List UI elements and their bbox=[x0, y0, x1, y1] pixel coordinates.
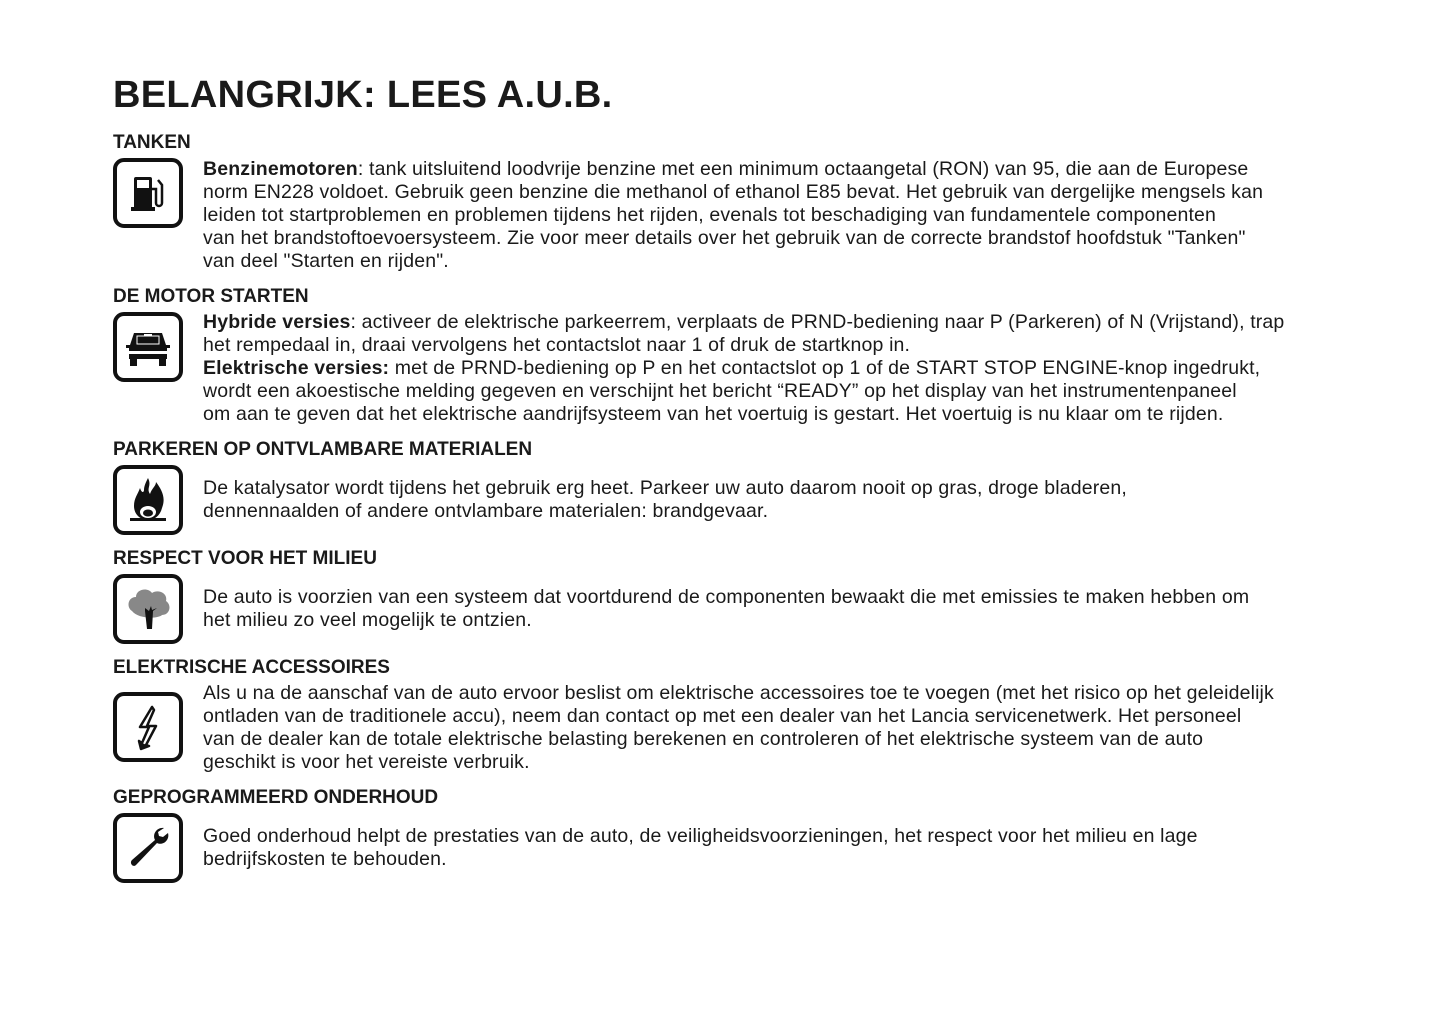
line-text: De katalysator wordt tijdens het gebruik erg heet. Parkeer uw auto daarom nooit op gras, droge bladeren, bbox=[203, 477, 1127, 499]
text-line bbox=[203, 477, 1127, 500]
text-line bbox=[203, 403, 1284, 426]
line-text: het milieu zo veel mogelijk te ontzien. bbox=[203, 609, 532, 631]
text-line bbox=[203, 609, 1249, 632]
text-line bbox=[203, 227, 1263, 250]
bold-lead: Hybride versies bbox=[203, 311, 351, 333]
line-text: Als u na de aanschaf van de auto ervoor beslist om elektrische accessoires toe te voegen (met het risico op het geleidelijk bbox=[203, 682, 1274, 704]
text-line bbox=[203, 334, 1284, 357]
flame-icon bbox=[113, 465, 183, 535]
line-text: Goed onderhoud helpt de prestaties van de auto, de veiligheidsvoorzieningen, het respect voor het milieu en lage bbox=[203, 825, 1198, 847]
bold-lead: Benzinemotoren bbox=[203, 158, 358, 180]
section-body bbox=[203, 586, 1249, 632]
text-line bbox=[203, 751, 1274, 774]
text-line bbox=[203, 728, 1274, 751]
section-heading: PARKEREN OP ONTVLAMBARE MATERIALEN bbox=[113, 439, 533, 460]
section-heading: ELEKTRISCHE ACCESSOIRES bbox=[113, 657, 390, 678]
fuel-pump-icon bbox=[113, 158, 183, 228]
line-text: om aan te geven dat het elektrische aandrijfsysteem van het voertuig is gestart. Het voertuig is nu klaar om te rijden. bbox=[203, 403, 1224, 425]
lightning-icon bbox=[113, 692, 183, 762]
line-text: van de dealer kan de totale elektrische belasting berekenen en controleren of het elektrische systeem van de auto bbox=[203, 728, 1204, 750]
section-body bbox=[203, 682, 1274, 774]
page-title: BELANGRIJK: LEES A.U.B. bbox=[113, 74, 613, 116]
section-heading: GEPROGRAMMEERD ONDERHOUD bbox=[113, 787, 439, 808]
text-line bbox=[203, 380, 1284, 403]
line-text: : tank uitsluitend loodvrije benzine met een minimum octaangetal (RON) van 95, die aan de Europese bbox=[357, 158, 1249, 180]
text-line bbox=[203, 705, 1274, 728]
bold-lead: Elektrische versies: bbox=[203, 357, 390, 379]
section-body bbox=[203, 825, 1198, 871]
text-line bbox=[203, 158, 1263, 181]
wrench-icon bbox=[113, 813, 183, 883]
line-text: van deel "Starten en rijden". bbox=[203, 250, 449, 272]
car-front-icon bbox=[113, 312, 183, 382]
line-text: geschikt is voor het vereiste verbruik. bbox=[203, 751, 530, 773]
line-text: met de PRND-bediening op P en het contactslot op 1 of de START STOP ENGINE-knop ingedrukt, bbox=[389, 357, 1261, 379]
text-line bbox=[203, 682, 1274, 705]
text-line bbox=[203, 181, 1263, 204]
section-heading: TANKEN bbox=[113, 132, 191, 153]
line-text: : activeer de elektrische parkeerrem, verplaats de PRND-bediening naar P (Parkeren) of N (Vrijstand), trap bbox=[350, 311, 1285, 333]
text-line bbox=[203, 825, 1198, 848]
section-body bbox=[203, 158, 1263, 273]
section-body bbox=[203, 311, 1284, 426]
line-text: dennennaalden of andere ontvlambare materialen: brandgevaar. bbox=[203, 500, 769, 522]
line-text: wordt een akoestische melding gegeven en verschijnt het bericht “READY” op het display van het instrumentenpaneel bbox=[203, 380, 1237, 402]
section-heading: RESPECT VOOR HET MILIEU bbox=[113, 548, 377, 569]
line-text: leiden tot startproblemen en problemen tijdens het rijden, evenals tot beschadiging van fundamentele componenten bbox=[203, 204, 1217, 226]
line-text: van het brandstoftoevoersysteem. Zie voor meer details over het gebruik van de correcte brandstof hoofdstuk "Tanken" bbox=[203, 227, 1246, 249]
line-text: ontladen van de traditionele accu), neem dan contact op met een dealer van het Lancia servicenetwerk. Het personeel bbox=[203, 705, 1242, 727]
section-body bbox=[203, 477, 1127, 523]
text-line bbox=[203, 586, 1249, 609]
text-line bbox=[203, 311, 1284, 334]
line-text: De auto is voorzien van een systeem dat voortdurend de componenten bewaakt die met emissies te maken hebben om bbox=[203, 586, 1250, 608]
section-heading: DE MOTOR STARTEN bbox=[113, 286, 309, 307]
line-text: norm EN228 voldoet. Gebruik geen benzine die methanol of ethanol E85 bevat. Het gebruik van dergelijke mengsels kan bbox=[203, 181, 1264, 203]
text-line bbox=[203, 357, 1284, 380]
text-line bbox=[203, 250, 1263, 273]
tree-icon bbox=[113, 574, 183, 644]
line-text: bedrijfskosten te behouden. bbox=[203, 848, 447, 870]
text-line bbox=[203, 204, 1263, 227]
text-line bbox=[203, 500, 1127, 523]
line-text: het rempedaal in, draai vervolgens het contactslot naar 1 of druk de startknop in. bbox=[203, 334, 911, 356]
text-line bbox=[203, 848, 1198, 871]
